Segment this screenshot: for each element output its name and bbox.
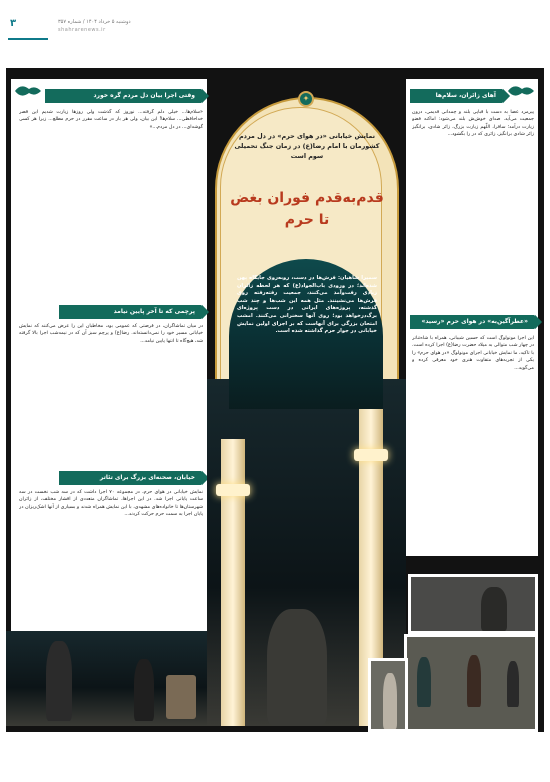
page-number-box [8, 18, 48, 40]
section-heading-text: آهای زائران، سلام‌ها [435, 92, 496, 99]
section-heading-text: پرچمی که تا آخر پایین نیامد [113, 308, 195, 315]
section-heading-text: «عطرآگین‌به» در هوای حرم «رسید» [421, 318, 528, 325]
minaret-left [221, 439, 245, 726]
headline-title: قدم‌به‌قدم فوران بغض تا حرم [230, 190, 384, 228]
photo-figure [383, 673, 397, 729]
paragraph-left-2: در میان تماشاگران، در فرصتی که عمومی بود، مخاطبان این را عرض می‌کنند که نمایش خیابانی مسیر خود را نمی‌دانسته‌اند. رضا(ع) و پرچم سبز آن که در نیمه‌شب اجرا بالا گرفته شد، هیچ‌گاه تا انتها پایین نیامد... [19, 324, 203, 344]
minaret-right-balcony [354, 449, 388, 461]
lead-text: سمیرا شاهیان: فرش‌ها در دست، روبه‌روی جایگاه پهن شده‌اند؛ در ورودی باب‌الجواد(ع) که هر لحظه زائران زیادی رفت‌وآمد می‌کنند، جمعیت رفته‌رفته روی فرش‌ها می‌نشینند. مثل همه این شب‌ها و چند شب گذشته، پروژه‌های ایرانی در دست پروژه‌ای برگ‌درخواهد بود؛ روی آنها سخنرانی می‌کنند. امشب امتحان بزرگی برای آنهاست که بر اجرای اولین نمایش خیابانی در جوار حرم گذاشته شده است. [237, 275, 377, 335]
paragraph-left-1: «سلام‌ها... خیلی دلم گرفته... نوروز که گذشت ولی روزها زیارت شدیم این قصر خداحافظی... سلام‌ها! این بیان، ولی هر بار در ساعت مقرر در حرم مطلع... زیرا هر کسی گوشه‌ای... در دل مردم...» [19, 110, 203, 130]
section-heading-left-3 [59, 471, 201, 485]
photo-crowd [404, 634, 538, 732]
header-info [58, 18, 178, 34]
photo-figure [507, 661, 519, 707]
photo-figure [467, 655, 481, 707]
paragraph-left-3: نمایش خیابانی در هوای حرم، در مجموعه ۷۰ اجرا داشت که در سه شب نخست در سه ساعت پایانی اجرا شد. در این اجراها، تماشاگران متعددی از اقشار مختلف، از زائران شهرستان‌ها تا خانواده‌های مشهدی، با این نمایش همراه شدند و بسیاری از آنها اشک‌ریزان در پایان اجرا به سمت حرم حرکت کردند... [19, 490, 203, 518]
photo-street-performance [6, 631, 207, 726]
quote-icon [506, 83, 536, 99]
photo-spectator [368, 658, 408, 732]
photo-figure-sitting [267, 609, 327, 726]
section-heading-text: وقتی اجرا بیان دل مردم گره خورد [93, 92, 195, 99]
header-site: shahrarenews.ir [58, 27, 106, 33]
photo-suitcase [166, 675, 196, 719]
quote-icon [13, 83, 43, 99]
headline-subhead: نمایش خیابانی «در هوای حرم» در دل مردم کشورمان با امام رضا(ع) در زمان جنگ تحمیلی سوم است [234, 132, 380, 160]
left-column [11, 79, 207, 726]
photo-figure [134, 659, 154, 721]
header-date: دوشنبه ۵ خرداد ۱۴۰۴ / شماره ۳۵۷ [58, 19, 131, 25]
paragraph-right-1: پیرمرد عصا به دست با قباپی بلند و چمدانی قدیمی، درون جمعیت می‌آید. صدای خوش‌ش بلند می‌شود: اماکنه فضو زیارت درآمد؛ سافرا، اللّهم زیارت بزرگ، زائر شادی، برانگیز زائر شادی برانگیز، زائری که در را بگشود... [412, 110, 534, 138]
section-heading-right-1 [410, 89, 502, 103]
section-heading-right-2 [410, 315, 534, 329]
photo-strip [368, 574, 538, 732]
section-heading-text: خیابان، صحنه‌ای بزرگ برای تئاتر [99, 474, 195, 481]
photo-performer [408, 574, 538, 634]
section-heading-left-2 [59, 305, 201, 319]
medallion-icon: ✦ [298, 91, 314, 107]
paragraph-right-2: این اجرا مونولوگ است که حسین شیبانی، همراه با شاه‌تناتر در چهار شب متوالی به میلاد حضرت رضا(ع) اجرا کرده است. با تاکید، ما نمایش خیابانی اجرای مونولوگ «در هوای حرم» را یکی از تجربه‌های متفاوت هنری خود معرفی کرده و می‌گوید... [412, 336, 534, 371]
minaret-left-balcony [216, 484, 250, 496]
page-header [0, 0, 550, 66]
photo-figure [481, 587, 507, 631]
right-column [406, 79, 538, 556]
photo-figure [417, 657, 431, 707]
photo-figure [46, 641, 72, 721]
section-heading-left-1 [45, 89, 201, 103]
page-number: ۳ [10, 18, 17, 29]
